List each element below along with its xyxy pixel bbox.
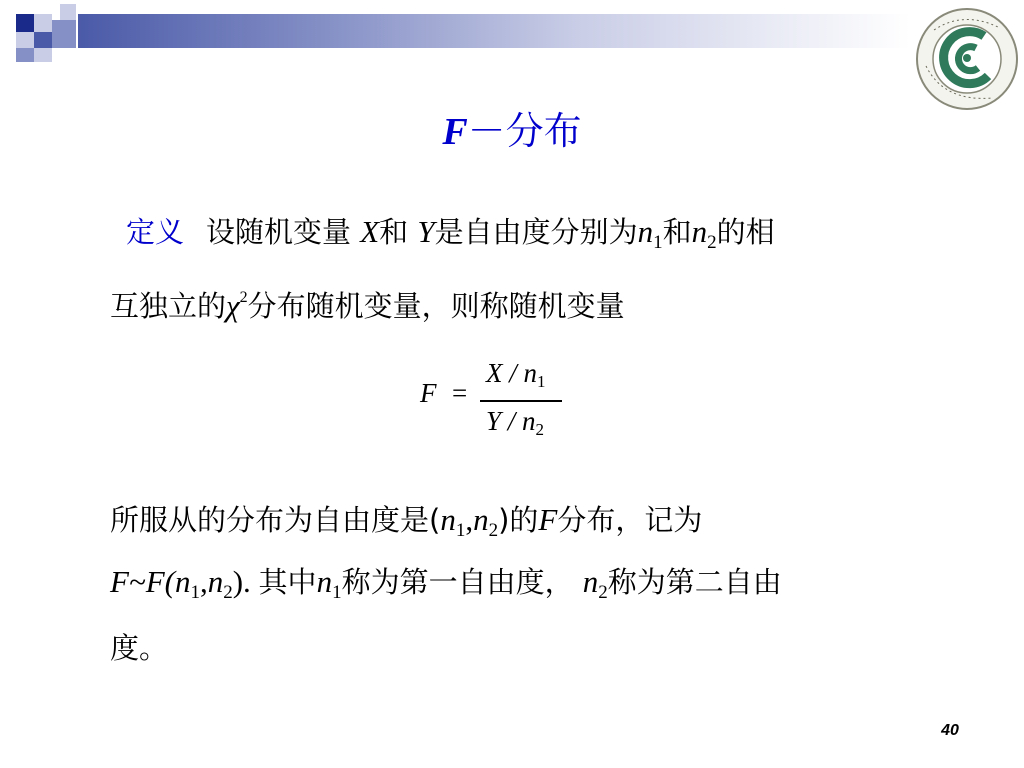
subscript: 2 <box>707 232 717 253</box>
text: 所服从的分布为自由度是( <box>110 503 441 537</box>
numerator-subscript: 1 <box>537 372 546 391</box>
var-y: Y <box>417 214 435 249</box>
var-n: n <box>582 564 599 599</box>
denominator-text: Y / n <box>486 406 536 436</box>
subscript: 2 <box>598 582 608 603</box>
subscript: 1 <box>332 582 342 603</box>
header-square <box>16 14 34 32</box>
header-square <box>34 32 52 48</box>
formula-lhs: F <box>420 378 437 408</box>
chi-symbol: χ <box>226 288 240 323</box>
subscript: 1 <box>455 520 466 541</box>
text: 互独立的 <box>110 289 227 323</box>
text: 称为第一自由度， <box>341 565 583 599</box>
text: 和 <box>379 215 418 249</box>
var-n: n <box>691 214 708 249</box>
numerator-text: X / n <box>486 358 537 388</box>
var-n: n <box>473 502 489 537</box>
title-variable: F <box>442 111 468 153</box>
text: 分布，记为 <box>557 503 703 537</box>
header-square <box>52 20 76 48</box>
notation: F~F( <box>110 564 175 599</box>
slide-title <box>0 106 1024 157</box>
header-square <box>34 48 52 62</box>
subscript: 1 <box>653 232 663 253</box>
var-f: F <box>538 502 558 537</box>
var-n: n <box>207 564 224 599</box>
subscript: 2 <box>488 520 499 541</box>
subscript: 1 <box>190 582 200 603</box>
definition-label: 定义 <box>126 215 185 249</box>
text: )的 <box>498 503 539 537</box>
var-n: n <box>637 214 654 249</box>
formula-equals: = <box>452 378 468 408</box>
denominator-subscript: 2 <box>535 420 545 439</box>
definition-line-2 <box>110 278 625 326</box>
formula-denominator <box>486 406 544 440</box>
header-square <box>60 4 76 20</box>
text: 和 <box>662 215 692 249</box>
text: 度。 <box>110 631 169 665</box>
text-line-4 <box>110 562 782 613</box>
formula-numerator <box>486 358 546 392</box>
text-line-5 <box>110 628 168 668</box>
var-x: X <box>360 214 380 249</box>
text: 其中 <box>258 565 317 599</box>
var-n: n <box>440 502 456 537</box>
definition-line-1 <box>110 212 775 263</box>
header-square <box>34 14 52 32</box>
comma: , <box>465 502 474 537</box>
page-number: 40 <box>941 722 959 739</box>
text: 的相 <box>716 215 775 249</box>
text: 分布随机变量，则称随机变量 <box>247 289 625 323</box>
f-formula <box>418 356 578 446</box>
title-text: －分布 <box>467 109 582 153</box>
comma: , <box>199 564 208 599</box>
subscript: 2 <box>223 582 233 603</box>
fraction-bar <box>480 400 562 402</box>
text: ). <box>232 564 259 599</box>
var-n: n <box>316 564 333 599</box>
header-square <box>16 48 34 62</box>
var-n: n <box>174 564 191 599</box>
superscript: 2 <box>239 289 248 306</box>
university-logo <box>914 6 1020 112</box>
header-bar <box>78 14 910 48</box>
text-line-3 <box>110 500 702 551</box>
text: 称为第二自由 <box>607 565 782 599</box>
header-square <box>16 32 34 48</box>
text: 设随机变量 <box>206 215 361 249</box>
text: 是自由度分别为 <box>434 215 638 249</box>
